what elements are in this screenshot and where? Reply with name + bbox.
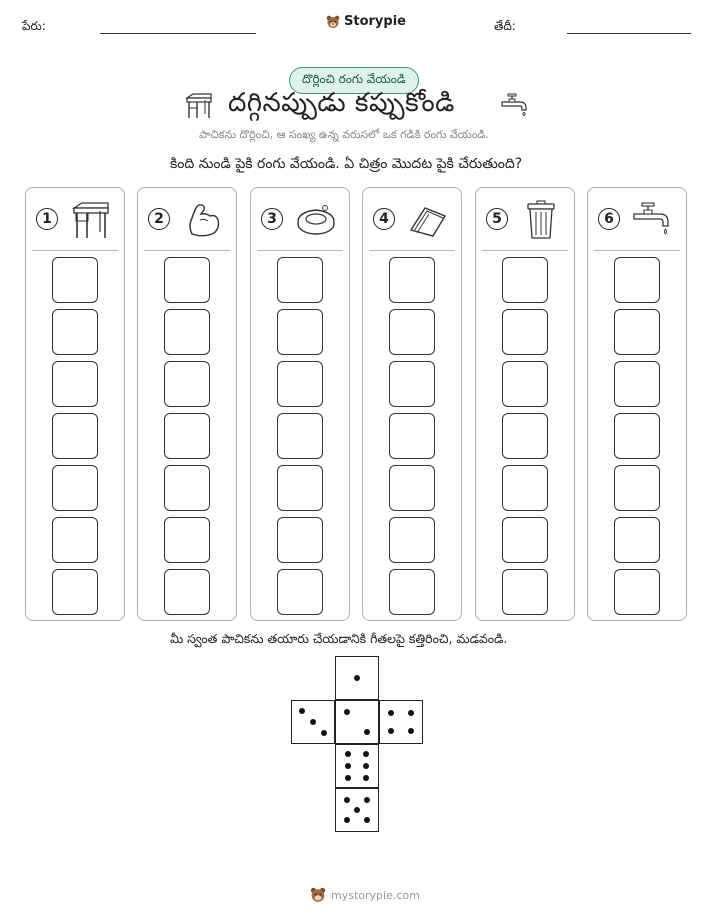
color-box[interactable] xyxy=(502,257,548,303)
color-box[interactable] xyxy=(502,309,548,355)
trash-can-icon xyxy=(520,200,562,240)
column-divider xyxy=(32,250,118,251)
name-label: పేరు: xyxy=(22,19,46,33)
color-box[interactable] xyxy=(164,517,210,563)
date-line[interactable] xyxy=(567,33,691,34)
dice-pip xyxy=(344,817,350,823)
desk-icon xyxy=(184,92,214,120)
question-text: కింది నుండి పైకి రంగు వేయండి. ఏ చిత్రం మొదట పైకి చేరుతుంది? xyxy=(170,156,523,172)
brand-logo xyxy=(326,14,406,29)
color-box[interactable] xyxy=(277,465,323,511)
color-box[interactable] xyxy=(164,569,210,615)
column-divider xyxy=(482,250,568,251)
dice-pip xyxy=(408,728,414,734)
color-box[interactable] xyxy=(164,257,210,303)
subtitle-instructions: పాచికను దొర్లించి, ఆ సంఖ్య ఉన్న వరుసలో ఒక గడికి రంగు వేయండి. xyxy=(199,128,489,141)
color-box[interactable] xyxy=(614,413,660,459)
page-title: దగ్గినప్పుడు కప్పుకోండి xyxy=(228,88,455,118)
dice-pip xyxy=(321,730,327,736)
bear-icon xyxy=(326,15,340,29)
dice-face xyxy=(291,700,335,744)
column-1 xyxy=(25,187,125,621)
dice-pip xyxy=(344,797,350,803)
column-divider xyxy=(257,250,343,251)
soap-icon xyxy=(295,200,337,240)
dice-pip xyxy=(364,817,370,823)
dice-pip xyxy=(345,763,351,769)
column-header xyxy=(138,188,236,248)
dice-face xyxy=(335,744,379,788)
dice-face xyxy=(335,656,379,700)
dice-pip xyxy=(345,775,351,781)
dice-face xyxy=(335,700,379,744)
color-box[interactable] xyxy=(277,257,323,303)
column-6 xyxy=(587,187,687,621)
dice-face xyxy=(335,788,379,832)
color-box[interactable] xyxy=(614,517,660,563)
color-box[interactable] xyxy=(277,309,323,355)
color-box[interactable] xyxy=(52,465,98,511)
column-number: 2 xyxy=(148,208,170,230)
color-box[interactable] xyxy=(502,361,548,407)
color-box[interactable] xyxy=(164,465,210,511)
color-box[interactable] xyxy=(502,517,548,563)
column-divider xyxy=(594,250,680,251)
column-divider xyxy=(369,250,455,251)
column-number: 4 xyxy=(373,208,395,230)
color-box[interactable] xyxy=(164,413,210,459)
color-box[interactable] xyxy=(164,361,210,407)
column-divider xyxy=(144,250,230,251)
name-line[interactable] xyxy=(100,33,256,34)
color-box[interactable] xyxy=(389,361,435,407)
column-header xyxy=(476,188,574,248)
color-box[interactable] xyxy=(389,309,435,355)
color-box[interactable] xyxy=(52,257,98,303)
color-box[interactable] xyxy=(614,257,660,303)
dice-pip xyxy=(363,775,369,781)
dice-pip xyxy=(363,763,369,769)
color-box[interactable] xyxy=(614,309,660,355)
dice-pip xyxy=(354,675,360,681)
dice-pip xyxy=(408,710,414,716)
color-box[interactable] xyxy=(614,569,660,615)
color-box[interactable] xyxy=(502,413,548,459)
color-box[interactable] xyxy=(502,569,548,615)
dice-pip xyxy=(388,710,394,716)
color-box[interactable] xyxy=(389,413,435,459)
dice-instruction: మీ స్వంత పాచికను తయారు చేయడానికి గీతలపై కత్తిరించి, మడవండి. xyxy=(170,631,508,646)
color-box[interactable] xyxy=(164,309,210,355)
dice-pip xyxy=(354,807,360,813)
footer xyxy=(310,887,420,903)
date-label: తేదీ: xyxy=(494,19,516,33)
footer-url[interactable]: mystorypie.com xyxy=(331,888,420,902)
column-header xyxy=(588,188,686,248)
dice-face xyxy=(379,700,423,744)
color-box[interactable] xyxy=(52,569,98,615)
color-box[interactable] xyxy=(277,413,323,459)
color-box[interactable] xyxy=(614,465,660,511)
tissue-icon xyxy=(407,200,449,240)
dice-pip xyxy=(388,728,394,734)
dice-pip xyxy=(310,719,316,725)
column-2 xyxy=(137,187,237,621)
column-5 xyxy=(475,187,575,621)
desk-icon xyxy=(70,200,112,240)
color-box[interactable] xyxy=(389,569,435,615)
color-box[interactable] xyxy=(502,465,548,511)
arm-muscle-icon xyxy=(182,200,224,240)
column-header xyxy=(251,188,349,248)
color-box[interactable] xyxy=(277,517,323,563)
column-header xyxy=(26,188,124,248)
color-box[interactable] xyxy=(52,309,98,355)
column-number: 5 xyxy=(486,208,508,230)
dice-pip xyxy=(345,751,351,757)
column-header xyxy=(363,188,461,248)
column-number: 3 xyxy=(261,208,283,230)
column-number: 6 xyxy=(598,208,620,230)
color-box[interactable] xyxy=(52,361,98,407)
faucet-icon xyxy=(632,200,674,240)
dice-pip xyxy=(344,709,350,715)
dice-pip xyxy=(364,729,370,735)
color-box[interactable] xyxy=(614,361,660,407)
color-box[interactable] xyxy=(52,517,98,563)
color-box[interactable] xyxy=(389,517,435,563)
column-4 xyxy=(362,187,462,621)
color-box[interactable] xyxy=(52,413,98,459)
brand-name: Storypie xyxy=(344,14,406,29)
color-box[interactable] xyxy=(389,465,435,511)
color-box[interactable] xyxy=(277,361,323,407)
dice-pip xyxy=(364,797,370,803)
column-3 xyxy=(250,187,350,621)
roll-color-badge: దొర్లించి రంగు వేయండి xyxy=(289,67,419,94)
dice-pip xyxy=(363,751,369,757)
column-number: 1 xyxy=(36,208,58,230)
faucet-icon xyxy=(500,92,530,118)
color-box[interactable] xyxy=(389,257,435,303)
bear-icon xyxy=(310,887,326,903)
dice-pip xyxy=(299,708,305,714)
color-box[interactable] xyxy=(277,569,323,615)
